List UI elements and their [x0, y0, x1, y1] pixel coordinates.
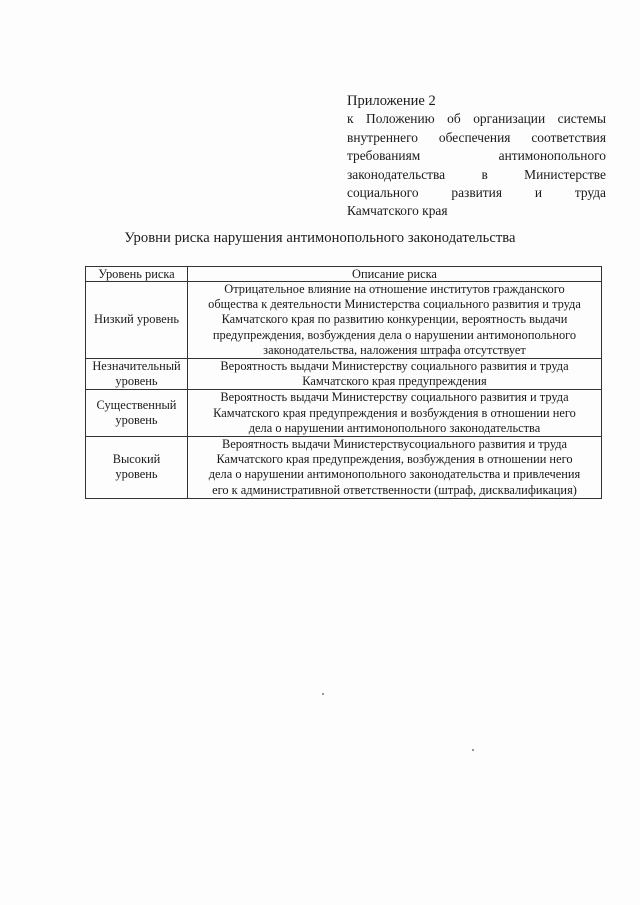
appendix-line: требованиям антимонопольного — [347, 148, 606, 164]
risk-description-line: дела о нарушении антимонопольного законодательства и привлечения — [208, 467, 581, 482]
risk-level-cell — [86, 282, 188, 359]
risk-description-cell — [188, 390, 602, 437]
risk-description-line: законодательства, наложения штрафа отсутствует — [263, 342, 526, 357]
risk-description-line: Вероятность выдачи Министерству социального развития и труда — [220, 390, 569, 405]
risk-level-text: уровень — [115, 374, 158, 389]
risk-level-cell — [86, 437, 188, 499]
risk-description-line: Камчатского края предупреждения — [302, 374, 487, 389]
appendix-line: Камчатского края — [347, 203, 448, 219]
document-title: Уровни риска нарушения антимонопольного законодательства — [124, 230, 516, 246]
column-header-level: Уровень риска — [86, 267, 188, 282]
scan-speck — [322, 693, 324, 695]
risk-level-text: Высокий — [112, 452, 161, 467]
table-header-row — [86, 267, 602, 282]
risk-level-text: Незначительный — [92, 359, 181, 374]
table-row — [86, 359, 602, 390]
risk-level-cell — [86, 359, 188, 390]
risk-level-text: уровень — [115, 413, 158, 428]
risk-description-cell — [188, 282, 602, 359]
table-row — [86, 282, 602, 359]
risk-description-line: Отрицательное влияние на отношение институтов гражданского — [224, 282, 565, 296]
risk-level-text: Существенный — [96, 398, 177, 413]
risk-level-cell — [86, 390, 188, 437]
risk-level-text: уровень — [115, 467, 158, 482]
risk-description-line: предупреждения, возбуждения дела о нарушении антимонопольного — [212, 327, 577, 342]
risk-description-line: Вероятность выдачи Министерствусоциального развития и труда — [221, 437, 568, 452]
risk-level-text: Низкий уровень — [94, 312, 179, 327]
risk-description-line: дела о нарушении антимонопольного законодательства — [248, 420, 541, 435]
risk-description-cell — [188, 359, 602, 390]
appendix-line: внутреннего обеспечения соответствия — [347, 129, 606, 145]
risk-description-line: Камчатского края предупреждения и возбуждения в отношении него — [213, 405, 576, 420]
risk-description-line: Камчатского края по развитию конкуренции, вероятность выдачи — [221, 312, 568, 327]
appendix-title: Приложение 2 — [347, 93, 436, 109]
appendix-header — [347, 92, 606, 221]
risk-description-line: общества к деятельности Министерства социального развития и труда — [208, 297, 581, 312]
table-row — [86, 437, 602, 499]
table-row — [86, 390, 602, 437]
risk-levels-table — [85, 266, 602, 499]
scan-speck — [472, 749, 474, 751]
risk-description-line: Вероятность выдачи Министерству социального развития и труда — [220, 359, 569, 374]
appendix-line: законодательства в Министерстве — [347, 166, 606, 182]
column-header-description: Описание риска — [188, 267, 602, 282]
risk-description-line: его к административной ответственности (штраф, дисквалификация) — [212, 482, 577, 497]
appendix-line: к Положению об организации системы — [347, 111, 606, 127]
risk-description-line: Камчатского края предупреждения, возбуждения в отношении него — [216, 452, 573, 467]
appendix-line: социального развития и труда — [347, 185, 606, 201]
risk-description-cell — [188, 437, 602, 499]
